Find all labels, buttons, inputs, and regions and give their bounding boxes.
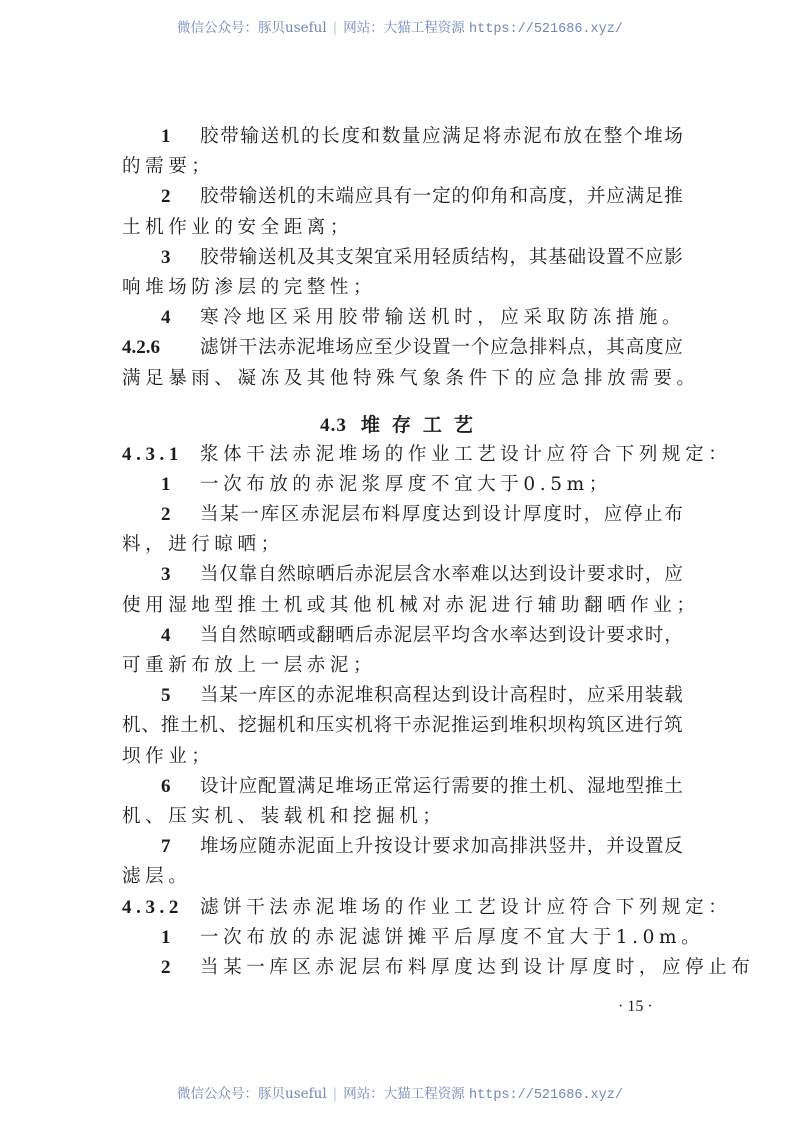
text-line <box>122 802 683 832</box>
watermark-wechat: 微信公众号：豚贝useful <box>177 1086 327 1102</box>
watermark-separator: | <box>332 20 338 36</box>
line-text: 浆体干法赤泥堆场的作业工艺设计应符合下列规定： <box>200 443 732 465</box>
section-title: 堆存工艺 <box>360 413 485 436</box>
clause-paragraph <box>122 333 700 393</box>
text-line <box>122 862 683 892</box>
text-line <box>122 772 683 802</box>
section-4-3-items <box>122 440 755 983</box>
line-text: 滤层。 <box>122 866 192 888</box>
watermark-site: 网站：大猫工程资源 <box>343 20 465 36</box>
line-text: 一次布放的赤泥浆厚度不宜大于0.5m； <box>200 473 612 495</box>
list-item <box>122 122 683 182</box>
line-text: 当 某 一 库 区 的 赤 泥 堆 积 高 程 达 到 设 计 高 程 时 ， 应 采 用 装 载 <box>200 685 683 707</box>
item-number: 6 <box>161 775 171 797</box>
item-number: 1 <box>161 473 176 495</box>
text-line <box>122 243 683 273</box>
line-text: 滤 饼 干 法 赤 泥 堆 场 应 至 少 设 置 一 个 应 急 排 料 点 ， 其 高 度 应 <box>200 337 683 359</box>
clause-number: 4.2.6 <box>122 337 160 359</box>
text-line <box>122 303 686 333</box>
list-item <box>122 470 683 500</box>
item-number: 2 <box>161 504 171 526</box>
clause-paragraph <box>122 893 732 923</box>
text-line <box>122 651 683 681</box>
watermark-wechat: 微信公众号：豚贝useful <box>177 20 327 36</box>
line-text: 坝作业； <box>122 745 215 767</box>
item-number: 1 <box>161 926 176 948</box>
item-number: 4 <box>161 624 171 646</box>
line-text: 当 自 然 晾 晒 或 翻 晒 后 赤 泥 层 平 均 含 水 率 达 到 设 计 要 求 时 ， <box>200 624 683 646</box>
list-item <box>122 303 686 333</box>
clause-paragraph <box>122 440 732 470</box>
line-text: 土机作业的安全距离； <box>122 216 354 238</box>
list-item <box>122 560 700 620</box>
text-line <box>122 560 683 590</box>
text-line <box>122 893 732 923</box>
text-line <box>122 364 700 394</box>
text-line <box>122 273 683 303</box>
list-item <box>122 832 683 892</box>
text-line <box>122 621 683 651</box>
text-line <box>122 711 683 741</box>
line-text: 使用湿地型推土机或其他机械对赤泥进行辅助翻晒作业； <box>122 594 700 616</box>
line-text: 机 、 推 土 机 、 挖 掘 机 和 压 实 机 将 干 赤 泥 推 运 到 堆 积 坝 构 筑 区 进 行 筑 <box>122 715 683 737</box>
watermark-site: 网站：大猫工程资源 <box>343 1086 465 1102</box>
line-text: 胶 带 输 送 机 的 长 度 和 数 量 应 满 足 将 赤 泥 布 放 在 整 个 堆 场 <box>200 126 683 147</box>
text-line <box>122 500 683 530</box>
line-text: 堆 场 应 随 赤 泥 面 上 升 按 设 计 要 求 加 高 排 洪 竖 井 ， 并 设 置 反 <box>200 836 683 858</box>
line-text: 料，进行晾晒； <box>122 534 284 556</box>
text-line <box>122 440 732 470</box>
line-text: 滤饼干法赤泥堆场的作业工艺设计应符合下列规定： <box>200 896 732 918</box>
list-item <box>122 923 705 953</box>
text-line <box>122 152 683 182</box>
line-text: 机、压实机、装载机和挖掘机； <box>122 805 446 827</box>
text-line <box>122 742 683 772</box>
text-line <box>122 953 755 983</box>
list-item <box>122 681 683 772</box>
watermark-url[interactable]: https://521686.xyz/ <box>469 1088 623 1103</box>
watermark-separator: | <box>332 1086 338 1102</box>
list-item <box>122 621 683 681</box>
line-text: 当 某 一 库 区 赤 泥 层 布 料 厚 度 达 到 设 计 厚 度 时 ， 应 停 止 布 <box>200 504 683 526</box>
line-text: 当 仅 靠 自 然 晾 晒 后 赤 泥 层 含 水 率 难 以 达 到 设 计 要 求 时 ， 应 <box>200 564 683 586</box>
text-line <box>122 182 683 212</box>
item-number: 1 <box>161 126 171 147</box>
item-number: 5 <box>161 685 171 707</box>
page-number: · 15 · <box>618 998 653 1015</box>
item-number: 3 <box>161 564 171 586</box>
clause-number: 4.3.2 <box>122 896 183 918</box>
text-line <box>122 923 705 953</box>
text-line <box>122 213 683 243</box>
list-item <box>122 500 683 560</box>
line-text: 胶 带 输 送 机 及 其 支 架 宜 采 用 轻 质 结 构 ， 其 基 础 设 置 不 应 影 <box>200 246 683 268</box>
section-4-2-items <box>122 122 700 394</box>
line-text: 寒冷地区采用胶带输送机时，应采取防冻措施。 <box>200 307 686 329</box>
item-number: 7 <box>161 836 171 858</box>
clause-number: 4.3.1 <box>122 443 183 465</box>
text-line <box>122 591 700 621</box>
section-number: 4.3 <box>320 414 347 436</box>
text-line <box>122 681 683 711</box>
line-text: 可重新布放上一层赤泥； <box>122 655 377 676</box>
line-text: 满足暴雨、凝冻及其他特殊气象条件下的应急排放需要。 <box>122 367 700 389</box>
text-line <box>122 530 683 560</box>
item-number: 2 <box>161 956 176 978</box>
line-text: 设 计 应 配 置 满 足 堆 场 正 常 运 行 需 要 的 推 土 机 、 湿 地 型 推 土 <box>200 775 683 797</box>
document-body <box>122 122 755 983</box>
item-number: 4 <box>161 307 176 329</box>
list-item <box>122 243 683 303</box>
text-line <box>122 333 683 363</box>
watermark-url[interactable]: https://521686.xyz/ <box>469 22 623 37</box>
text-line <box>122 832 683 862</box>
watermark-header <box>0 16 800 37</box>
line-text: 响堆场防渗层的完整性； <box>122 276 377 298</box>
line-text: 的需要； <box>122 156 215 178</box>
text-line <box>122 470 683 500</box>
item-number: 2 <box>161 186 171 208</box>
list-item <box>122 953 755 983</box>
list-item <box>122 182 683 242</box>
item-number: 3 <box>161 246 171 268</box>
list-item <box>122 772 683 832</box>
watermark-footer <box>0 1082 800 1103</box>
text-line <box>122 122 683 152</box>
line-text: 当某一库区赤泥层布料厚度达到设计厚度时，应停止布 <box>200 956 755 978</box>
line-text: 一次布放的赤泥滤饼摊平后厚度不宜大于1.0m。 <box>200 926 705 948</box>
line-text: 胶 带 输 送 机 的 末 端 应 具 有 一 定 的 仰 角 和 高 度 ， 并 应 满 足 推 <box>200 186 683 208</box>
